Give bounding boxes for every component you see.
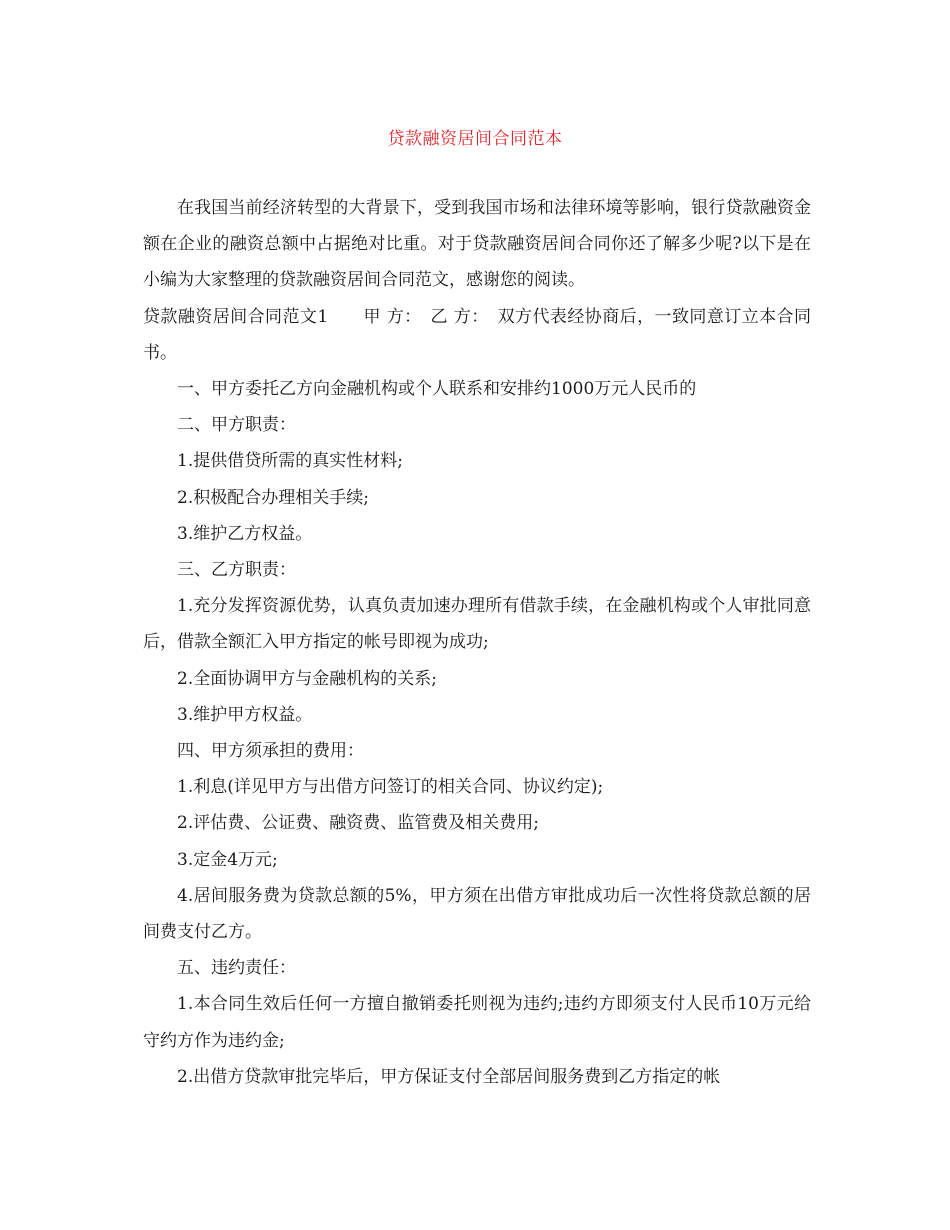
document-body: [143, 190, 811, 1095]
paragraph-clause-4-item-1: 1.利息(详见甲方与出借方问签订的相关合同、协议约定);: [177, 777, 604, 798]
paragraph-clause-3-heading: 三、乙方职责：: [177, 560, 296, 581]
paragraph-clause-2-heading: 二、甲方职责：: [177, 415, 296, 436]
paragraph-clause-2-item-3: 3.维护乙方权益。: [177, 523, 313, 544]
paragraph-contract-heading: 贷款融资居间合同范文1 甲 方： 乙 方： 双方代表经协商后，一致同意订立本合同书。: [143, 306, 811, 363]
paragraph-clause-4-item-4: 4.居间服务费为贷款总额的5%，甲方须在出借方审批成功后一次性将贷款总额的居间费支付乙方。: [143, 885, 811, 943]
paragraph-clause-1: 一、甲方委托乙方向金融机构或个人联系和安排约1000万元人民币的: [177, 379, 697, 400]
paragraph-clause-2-item-2: 2.积极配合办理相关手续;: [177, 487, 369, 508]
paragraph-intro: 在我国当前经济转型的大背景下，受到我国市场和法律环境等影响，银行贷款融资金额在企业的融资总额中占据绝对比重。对于贷款融资居间合同你还了解多少呢?以下是在小编为大家整理的贷款融资居间合同范文，感谢您的阅读。: [143, 198, 811, 291]
document-title: 贷款融资居间合同范本: [387, 129, 563, 149]
paragraph-clause-5-heading: 五、违约责任：: [177, 958, 296, 979]
paragraph-clause-3-item-2: 2.全面协调甲方与金融机构的关系;: [177, 668, 437, 689]
paragraph-clause-2-item-1: 1.提供借贷所需的真实性材料;: [177, 451, 403, 472]
paragraph-clause-3-item-1: 1.充分发挥资源优势，认真负责加速办理所有借款手续，在金融机构或个人审批同意后，借款全额汇入甲方指定的帐号即视为成功;: [143, 596, 811, 653]
paragraph-clause-5-item-1: 1.本合同生效后任何一方擅自撤销委托则视为违约;违约方即须支付人民币10万元给守约方作为违约金;: [143, 994, 811, 1051]
paragraph-clause-4-item-3: 3.定金4万元;: [177, 849, 278, 870]
paragraph-clause-4-item-2: 2.评估费、公证费、融资费、监管费及相关费用;: [177, 813, 539, 834]
paragraph-clause-5-item-2: 2.出借方贷款审批完毕后，甲方保证支付全部居间服务费到乙方指定的帐: [177, 1066, 721, 1087]
paragraph-clause-3-item-3: 3.维护甲方权益。: [177, 704, 313, 725]
paragraph-clause-4-heading: 四、甲方须承担的费用：: [177, 741, 364, 762]
